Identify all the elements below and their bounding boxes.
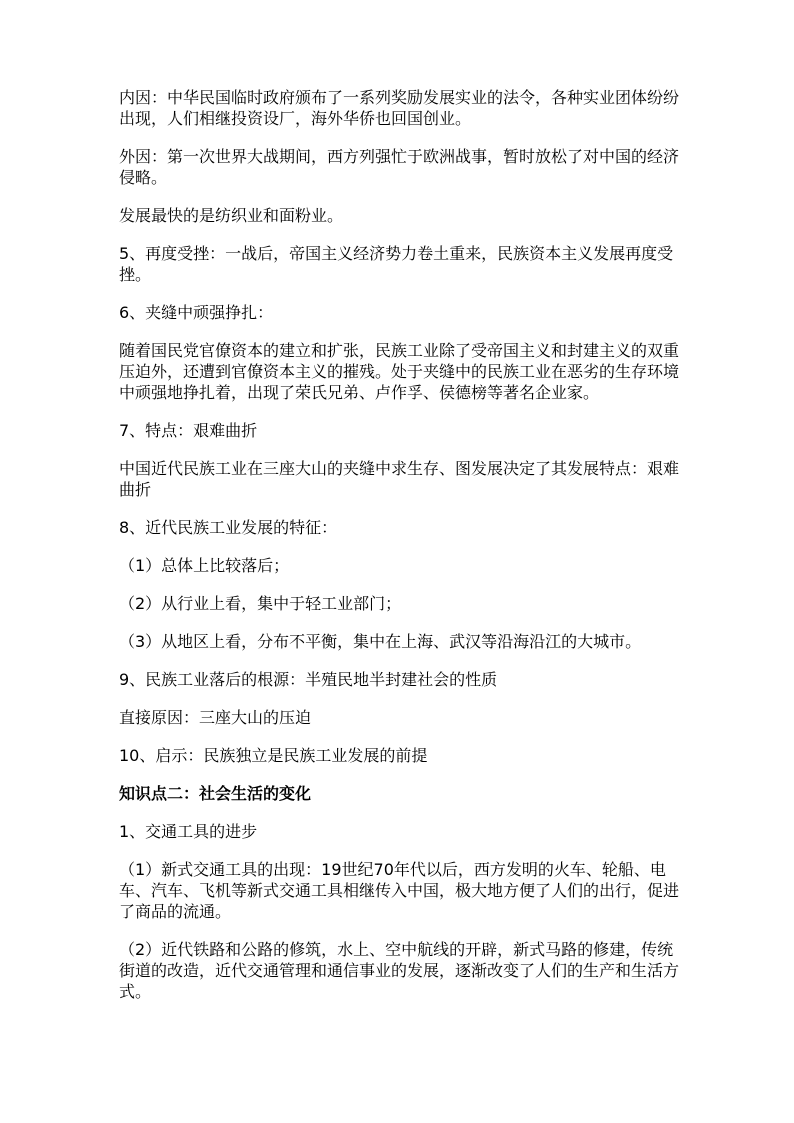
paragraph-fastest-industry: 发展最快的是纺织业和面粉业。	[119, 206, 344, 225]
paragraph-transport-sub-1: （1）新式交通工具的出现：19世纪70年代以后，西方发明的火车、轮船、电车、汽车、飞机等新式交通工具相继传入中国，极大地方便了人们的出行，促进了商品的流通。	[119, 860, 680, 921]
paragraph-item-8-sub-1: （1）总体上比较落后；	[119, 556, 290, 575]
paragraph-item-10: 10、启示：民族独立是民族工业发展的前提	[119, 746, 428, 765]
paragraph-transport-sub-2: （2）近代铁路和公路的修筑，水上、空中航线的开辟，新式马路的修建，传统街道的改造，近代交通管理和通信事业的发展，逐渐改变了人们的生产和生活方式。	[119, 940, 680, 1001]
paragraph-item-7-detail: 中国近代民族工业在三座大山的夹缝中求生存、图发展决定了其发展特点：艰难曲折	[119, 459, 680, 499]
paragraph-internal-cause: 内因：中华民国临时政府颁布了一系列奖励发展实业的法令，各种实业团体纷纷出现，人们相继投资设厂，海外华侨也回国创业。	[119, 88, 680, 128]
paragraph-item-6: 6、夹缝中顽强挣扎：	[119, 303, 274, 322]
paragraph-item-6-detail: 随着国民党官僚资本的建立和扩张，民族工业除了受帝国主义和封建主义的双重压迫外，还遭到官僚资本主义的摧残。处于夹缝中的民族工业在恶劣的生存环境中顽强地挣扎着，出现了荣氏兄弟、卢作孚、侯德榜等著名企业家。	[119, 341, 680, 402]
paragraph-item-8: 8、近代民族工业发展的特征：	[119, 518, 338, 537]
paragraph-item-8-sub-3: （3）从地区上看，分布不平衡，集中在上海、武汉等沿海沿江的大城市。	[119, 632, 642, 651]
document-page	[119, 87, 685, 1019]
paragraph-external-cause: 外因：第一次世界大战期间，西方列强忙于欧洲战事，暂时放松了对中国的经济侵略。	[119, 147, 680, 187]
paragraph-direct-cause: 直接原因：三座大山的压迫	[119, 708, 312, 727]
paragraph-item-7: 7、特点：艰难曲折	[119, 421, 258, 440]
paragraph-item-8-sub-2: （2）从行业上看，集中于轻工业部门；	[119, 594, 402, 613]
paragraph-item-9: 9、民族工业落后的根源：半殖民地半封建社会的性质	[119, 670, 498, 689]
paragraph-transport-item-1: 1、交通工具的进步	[119, 822, 258, 841]
paragraph-item-5: 5、再度受挫：一战后，帝国主义经济势力卷土重来，民族资本主义发展再度受挫。	[119, 244, 674, 284]
section-heading-knowledge-point-2: 知识点二：社会生活的变化	[119, 784, 312, 803]
